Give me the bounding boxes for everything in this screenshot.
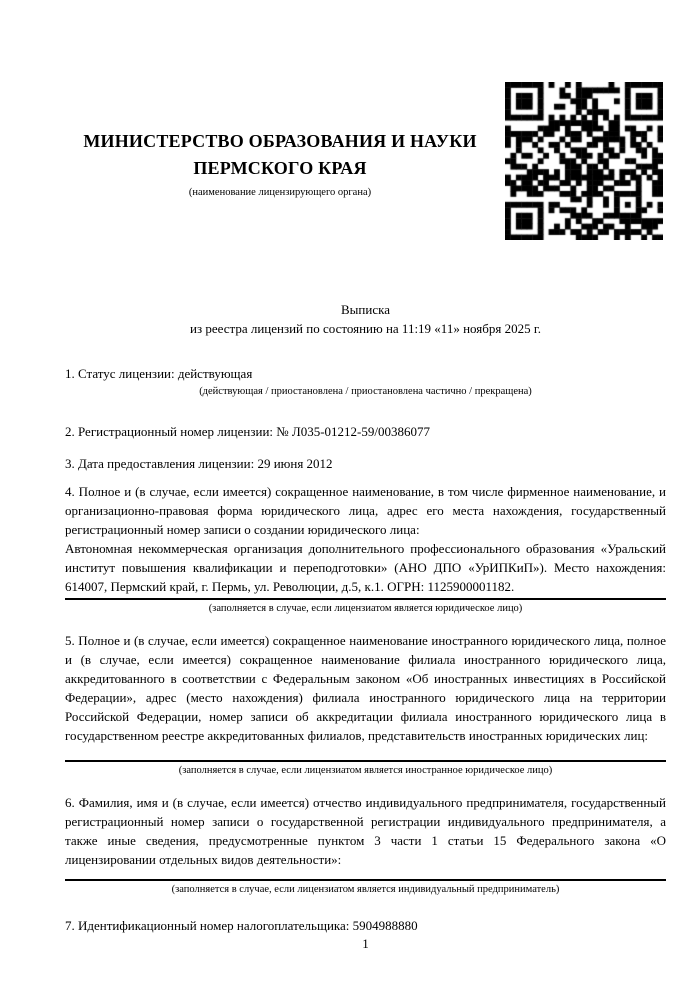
document-title-line1: Выписка xyxy=(341,302,390,317)
item-2-registration-number: 2. Регистрационный номер лицензии: № Л035-01212-59/00386077 xyxy=(65,424,431,439)
item-1-license-status xyxy=(65,364,666,398)
item-4-fill-line xyxy=(65,598,666,600)
document-title xyxy=(65,300,666,338)
document-title-line2: из реестра лицензий по состоянию на 11:19 «11» ноября 2025 г. xyxy=(190,321,541,336)
licensing-authority-header xyxy=(65,128,495,199)
item-7-taxpayer-id: 7. Идентификационный номер налогоплательщика: 5904988880 xyxy=(65,918,418,933)
document-body xyxy=(65,364,666,935)
item-4-question: 4. Полное и (в случае, если имеется) сокращенное наименование, в том числе фирменное наименование, и организационно-правовая форма юридического лица, адрес его места нахождения, государственный регистрационный номер записи о создании юридического лица: xyxy=(65,484,666,537)
page-number: 1 xyxy=(362,936,369,951)
item-1-caption: (действующая / приостановлена / приостановлена частично / прекращена) xyxy=(199,386,532,397)
item-6-fill-line xyxy=(65,879,666,881)
item-4-legal-entity xyxy=(65,482,666,615)
item-6-caption: (заполняется в случае, если лицензиатом является индивидуальный предприниматель) xyxy=(171,884,560,895)
item-1-text: 1. Статус лицензии: действующая xyxy=(65,366,253,381)
item-6-individual-entrepreneur xyxy=(65,793,666,896)
item-4-caption: (заполняется в случае, если лицензиатом является юридическое лицо) xyxy=(208,603,523,614)
item-3-license-grant-date: 3. Дата предоставления лицензии: 29 июня 2012 xyxy=(65,456,333,471)
authority-name-caption: (наименование лицензирующего органа) xyxy=(188,187,372,198)
item-6-question: 6. Фамилия, имя и (в случае, если имеется) отчество индивидуального предпринимателя, государственный регистрационный номер записи о государственной регистрации индивидуального предпринимателя, а также иные сведения, предусмотренные пунктом 3 части 1 статьи 15 Федерального закона «О лицензировании отдельных видов деятельности»: xyxy=(65,795,666,867)
authority-name-line2: ПЕРМСКОГО КРАЯ xyxy=(193,158,367,178)
qr-code-icon xyxy=(505,82,663,240)
qr-code-container xyxy=(505,82,663,240)
item-5-question: 5. Полное и (в случае, если имеется) сокращенное наименование иностранного юридического лица, полное и (в случае, если имеется) сокращенное наименование филиала иностранного юридического лица, аккредитованного в соответствии с Федеральным законом «Об иностранных инвестициях в Российской Федерации», адрес (место нахождения) филиала иностранного юридического лица на территории Российской Федерации, номер записи об аккредитации филиала иностранного юридического лица в государственном реестре аккредитованных филиалов, представительств иностранных юридических лиц: xyxy=(65,633,666,743)
item-4-answer: Автономная некоммерческая организация дополнительного профессионального образования «Уральский институт повышения квалификации и переподготовки» (АНО ДПО «УрИПКиП»). Место нахождения: 614007, Пермский край, г. Пермь, ул. Революции, д.5, к.1. ОГРН: 1125900001182. xyxy=(65,541,666,594)
item-5-caption: (заполняется в случае, если лицензиатом является иностранное юридическое лицо) xyxy=(178,765,553,776)
authority-name-line1: МИНИСТЕРСТВО ОБРАЗОВАНИЯ И НАУКИ xyxy=(83,131,477,151)
item-5-fill-line xyxy=(65,760,666,762)
item-5-foreign-entity xyxy=(65,631,666,777)
